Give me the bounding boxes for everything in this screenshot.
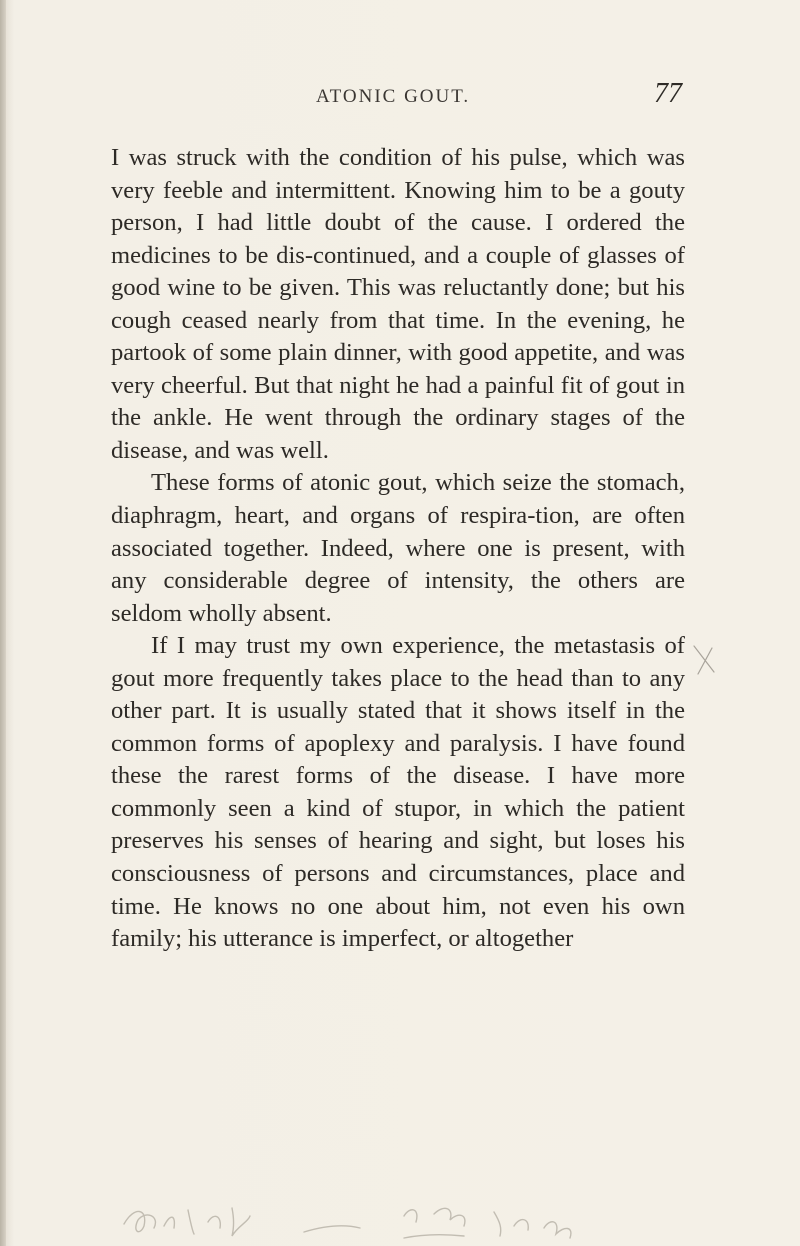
page-spine-shadow xyxy=(0,0,6,1246)
body-text xyxy=(111,142,685,956)
page-number: 77 xyxy=(654,78,682,109)
running-head: ATONIC GOUT. xyxy=(316,86,471,107)
pencil-mark-icon xyxy=(690,642,720,678)
handwritten-scribble-icon xyxy=(104,1186,664,1242)
paragraph-2: These forms of atonic gout, which seize the stomach, diaphragm, heart, and organs of respira-tion, are often associated together. Indeed, where one is present, with any considerable degree of intensity, the others are seldom wholly absent. xyxy=(111,469,685,627)
page-header xyxy=(110,78,690,116)
paragraph-1: I was struck with the condition of his pulse, which was very feeble and intermittent. Knowing him to be a gouty person, I had little doubt of the cause. I ordered the medicines to be dis-continued, and a couple of glasses of good wine to be given. This was reluctantly done; but his cough ceased nearly from that time. In the evening, he partook of some plain dinner, with good appetite, and was very cheerful. But that night he had a painful fit of gout in the ankle. He went through the ordinary stages of the disease, and was well. xyxy=(111,144,685,464)
paragraph-3: If I may trust my own experience, the metastasis of gout more frequently takes place to the head than to any other part. It is usually stated that it shows itself in the common forms of apoplexy and paralysis. I have found these the rarest forms of the disease. I have more commonly seen a kind of stupor, in which the patient preserves his senses of hearing and sight, but loses his consciousness of persons and circumstances, place and time. He knows no one about him, not even his own family; his utterance is imperfect, or altogether xyxy=(111,632,685,953)
